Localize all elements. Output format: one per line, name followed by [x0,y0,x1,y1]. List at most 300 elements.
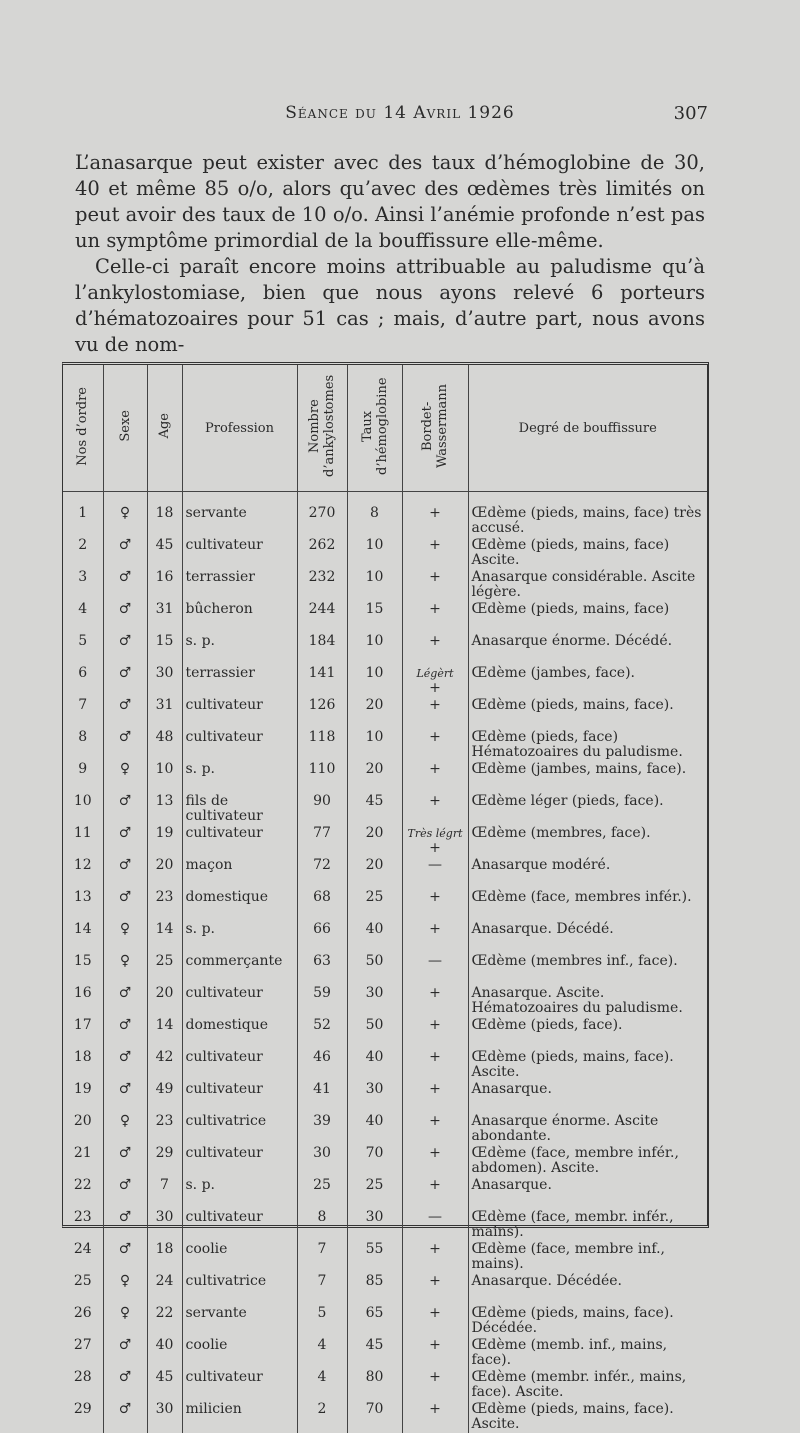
profession: cultivateur [182,1049,297,1081]
ankylostome-count: 2 [297,1401,347,1433]
profession: milicien [182,1401,297,1433]
sex-symbol: ♂ [103,1369,147,1401]
bordet-wassermann [402,1273,468,1305]
bw-value: + [429,537,441,553]
bw-value: — [428,857,442,873]
page-number: 307 [673,103,708,124]
row-number: 5 [63,633,103,665]
row-number: 12 [63,857,103,889]
row-number: 16 [63,985,103,1017]
table-header-row [63,365,707,492]
bordet-wassermann [402,761,468,793]
bordet-wassermann [402,1209,468,1241]
row-number: 24 [63,1241,103,1273]
hemoglobin-rate: 50 [347,953,402,985]
degree-of-swelling: Œdème (membres inf., face). [471,953,678,969]
profession: s. p. [182,761,297,793]
sex-symbol: ♂ [103,729,147,761]
sex-symbol: ♀ [103,953,147,985]
ankylostome-count: 25 [297,1177,347,1209]
table-row [63,857,707,889]
bw-value: + [429,889,441,905]
profession: cultivatrice [182,1113,297,1145]
ankylostome-count: 39 [297,1113,347,1145]
age: 14 [147,921,182,953]
profession: cultivateur [182,1081,297,1113]
row-number: 13 [63,889,103,921]
age: 25 [147,953,182,985]
profession: coolie [182,1241,297,1273]
hemoglobin-rate: 40 [347,921,402,953]
sex-symbol: ♂ [103,825,147,857]
degree-of-swelling: Œdème (pieds, mains, face). [471,697,674,713]
age: 24 [147,1273,182,1305]
table-row [63,537,707,569]
hemoglobin-rate: 80 [347,1369,402,1401]
sex-symbol: ♀ [103,1305,147,1337]
profession: s. p. [182,1177,297,1209]
profession: commerçante [182,953,297,985]
ankylostome-count: 66 [297,921,347,953]
bordet-wassermann [402,665,468,697]
table-row [63,569,707,601]
table-row [63,1337,707,1369]
running-head [0,103,800,133]
table-row [63,601,707,633]
hemoglobin-rate: 10 [347,537,402,569]
ankylostome-count: 72 [297,857,347,889]
hemoglobin-rate: 45 [347,793,402,825]
table-row [63,1177,707,1209]
age: 42 [147,1049,182,1081]
ankylostome-count: 30 [297,1145,347,1177]
col-header-ankylostomes: Nombre d’ankylostomes [297,365,347,492]
hemoglobin-rate: 55 [347,1241,402,1273]
bordet-wassermann [402,601,468,633]
ankylostome-count: 126 [297,697,347,729]
sex-symbol: ♀ [103,761,147,793]
degree-of-swelling: Œdème (pieds, mains, face). Ascite. [471,1401,674,1432]
profession: terrassier [182,665,297,697]
degree-of-swelling: Œdème (pieds, mains, face) [471,601,670,617]
bordet-wassermann [402,921,468,953]
table-row [63,633,707,665]
bw-value: + [429,1017,441,1033]
table-row [63,1081,707,1113]
bordet-wassermann [402,793,468,825]
bordet-wassermann [402,729,468,761]
age: 19 [147,825,182,857]
degree-of-swelling: Œdème (face, membre infér., abdomen). Ascite. [471,1145,679,1176]
table-row [63,793,707,825]
table-row [63,1049,707,1081]
ankylostome-count: 68 [297,889,347,921]
col-header-sex: Sexe [103,365,147,492]
age: 48 [147,729,182,761]
degree-of-swelling: Œdème (pieds, mains, face) Ascite. [471,537,670,568]
age: 45 [147,537,182,569]
ankylostome-count: 244 [297,601,347,633]
ankylostome-count: 270 [297,492,347,538]
bw-value: + [429,505,441,521]
age: 18 [147,1241,182,1273]
profession: cultivateur [182,1145,297,1177]
table-row [63,825,707,857]
sex-symbol: ♂ [103,569,147,601]
age: 30 [147,665,182,697]
age: 14 [147,1017,182,1049]
degree-of-swelling: Œdème (face, membr. infér., mains). [471,1209,674,1240]
bw-value: + [429,1113,441,1129]
row-number: 3 [63,569,103,601]
table-row [63,1017,707,1049]
bw-value: + [429,1273,441,1289]
ankylostome-count: 52 [297,1017,347,1049]
sex-symbol: ♂ [103,857,147,889]
table-row [63,665,707,697]
sex-symbol: ♂ [103,889,147,921]
row-number: 10 [63,793,103,825]
sex-symbol: ♂ [103,1241,147,1273]
degree-of-swelling: Œdème (membres, face). [471,825,651,841]
age: 31 [147,601,182,633]
age: 29 [147,1145,182,1177]
row-number: 20 [63,1113,103,1145]
degree-of-swelling: Anasarque. [471,1177,552,1193]
bordet-wassermann [402,1401,468,1433]
data-table [62,362,709,1432]
bw-value: + [429,1369,441,1385]
hemoglobin-rate: 25 [347,889,402,921]
row-number: 28 [63,1369,103,1401]
table-row [63,729,707,761]
bordet-wassermann [402,985,468,1017]
bw-value: + [429,1401,441,1417]
bw-value: + [429,985,441,1001]
profession: cultivateur [182,825,297,857]
profession: cultivateur [182,537,297,569]
bw-value: + [429,569,441,585]
hemoglobin-rate: 65 [347,1305,402,1337]
age: 20 [147,985,182,1017]
profession: servante [182,1305,297,1337]
degree-of-swelling: Œdème (pieds, face). [471,1017,623,1033]
degree-of-swelling: Anasarque. Décédée. [471,1273,622,1289]
bordet-wassermann [402,1081,468,1113]
running-title: Séance du 14 Avril 1926 [285,103,515,123]
bw-value: + [429,840,441,856]
bw-value: + [429,1049,441,1065]
col-header-profession: Profession [182,365,297,492]
bw-value: + [429,761,441,777]
bw-value: + [429,697,441,713]
ankylostome-count: 41 [297,1081,347,1113]
ankylostome-count: 77 [297,825,347,857]
table-row [63,492,707,538]
degree-of-swelling: Œdème (pieds, face) Hématozoaires du paludisme. [471,729,683,760]
profession: s. p. [182,633,297,665]
hemoglobin-rate: 15 [347,601,402,633]
ankylostome-count: 4 [297,1369,347,1401]
row-number: 19 [63,1081,103,1113]
table-row [63,1209,707,1241]
sex-symbol: ♂ [103,985,147,1017]
age: 22 [147,1305,182,1337]
row-number: 29 [63,1401,103,1433]
col-header-age: Age [147,365,182,492]
bordet-wassermann [402,889,468,921]
ankylostome-count: 8 [297,1209,347,1241]
sex-symbol: ♂ [103,537,147,569]
bordet-wassermann [402,857,468,889]
body-text [75,150,705,358]
row-number: 22 [63,1177,103,1209]
row-number: 9 [63,761,103,793]
col-header-num: Nos d’ordre [63,365,103,492]
degree-of-swelling: Œdème (jambes, mains, face). [471,761,687,777]
sex-symbol: ♀ [103,921,147,953]
bw-value: + [429,921,441,937]
row-number: 15 [63,953,103,985]
bw-value: + [429,1337,441,1353]
hemoglobin-rate: 70 [347,1401,402,1433]
hemoglobin-rate: 50 [347,1017,402,1049]
sex-symbol: ♂ [103,1049,147,1081]
bw-value: + [429,793,441,809]
ankylostome-count: 232 [297,569,347,601]
bw-value: — [428,953,442,969]
ankylostome-count: 90 [297,793,347,825]
hemoglobin-rate: 45 [347,1337,402,1369]
age: 15 [147,633,182,665]
age: 20 [147,857,182,889]
degree-of-swelling: Œdème léger (pieds, face). [471,793,664,809]
bordet-wassermann [402,569,468,601]
ankylostome-count: 46 [297,1049,347,1081]
table-row [63,1369,707,1401]
bw-value: + [429,1241,441,1257]
age: 7 [147,1177,182,1209]
sex-symbol: ♂ [103,1017,147,1049]
table-row [63,1401,707,1433]
hemoglobin-rate: 8 [347,492,402,538]
ankylostome-count: 63 [297,953,347,985]
ankylostome-count: 5 [297,1305,347,1337]
sex-symbol: ♂ [103,665,147,697]
degree-of-swelling: Œdème (membr. infér., mains, face). Ascite. [471,1369,687,1400]
table-row [63,921,707,953]
col-header-bordet-wassermann: Bordet-Wassermann [402,365,468,492]
bordet-wassermann [402,1113,468,1145]
bordet-wassermann [402,825,468,857]
profession: maçon [182,857,297,889]
degree-of-swelling: Œdème (face, membres infér.). [471,889,692,905]
hemoglobin-rate: 85 [347,1273,402,1305]
bw-value: + [429,729,441,745]
bw-note: Très légrt [407,827,463,840]
profession: terrassier [182,569,297,601]
degree-of-swelling: Anasarque. Décédé. [471,921,614,937]
sex-symbol: ♂ [103,1401,147,1433]
profession: servante [182,492,297,538]
paragraph: L’anasarque peut exister avec des taux d’hémoglobine de 30, 40 et même 85 o/o, alors qu’avec des œdèmes très limités on peut avoir des taux de 10 o/o. Ainsi l’anémie profonde n’est pas un symptôme primordial de la bouffissure elle-même. [75,151,705,252]
sex-symbol: ♂ [103,793,147,825]
sex-symbol: ♀ [103,492,147,538]
profession: domestique [182,889,297,921]
age: 16 [147,569,182,601]
table-row [63,1241,707,1273]
degree-of-swelling: Œdème (pieds, mains, face) très accusé. [471,505,702,536]
bw-value: — [428,1209,442,1225]
degree-of-swelling: Œdème (pieds, mains, face). Décédée. [471,1305,674,1336]
degree-of-swelling: Anasarque. [471,1081,552,1097]
table-row [63,1113,707,1145]
bordet-wassermann [402,953,468,985]
degree-of-swelling: Anasarque énorme. Ascite abondante. [471,1113,659,1144]
profession: domestique [182,1017,297,1049]
hemoglobin-rate: 30 [347,985,402,1017]
col-header-degree: Degré de bouffissure [468,365,707,492]
profession: cultivateur [182,1369,297,1401]
profession: cultivateur [182,729,297,761]
bordet-wassermann [402,1241,468,1273]
row-number: 21 [63,1145,103,1177]
sex-symbol: ♂ [103,1337,147,1369]
degree-of-swelling: Œdème (jambes, face). [471,665,636,681]
hemoglobin-rate: 10 [347,665,402,697]
bw-value: + [429,1177,441,1193]
col-header-hemoglobine: Taux d’hémoglobine [347,365,402,492]
sex-symbol: ♂ [103,1081,147,1113]
ankylostome-count: 59 [297,985,347,1017]
ankylostome-count: 7 [297,1273,347,1305]
ankylostome-count: 110 [297,761,347,793]
sex-symbol: ♂ [103,1177,147,1209]
bordet-wassermann [402,697,468,729]
age: 18 [147,492,182,538]
ankylostome-count: 7 [297,1241,347,1273]
profession: s. p. [182,921,297,953]
row-number: 8 [63,729,103,761]
age: 49 [147,1081,182,1113]
age: 10 [147,761,182,793]
row-number: 17 [63,1017,103,1049]
hemoglobin-rate: 40 [347,1049,402,1081]
hemoglobin-rate: 10 [347,569,402,601]
degree-of-swelling: Anasarque considérable. Ascite légère. [471,569,696,600]
sex-symbol: ♂ [103,601,147,633]
age: 45 [147,1369,182,1401]
bordet-wassermann [402,1049,468,1081]
row-number: 1 [63,492,103,538]
bordet-wassermann [402,1017,468,1049]
degree-of-swelling: Œdème (face, membre inf., mains). [471,1241,665,1272]
hemoglobin-rate: 25 [347,1177,402,1209]
ankylostome-count: 141 [297,665,347,697]
bw-value: + [429,1145,441,1161]
hemoglobin-rate: 30 [347,1081,402,1113]
table-row [63,1145,707,1177]
table-row [63,889,707,921]
degree-of-swelling: Œdème (memb. inf., mains, face). [471,1337,668,1368]
age: 30 [147,1209,182,1241]
hemoglobin-rate: 10 [347,633,402,665]
table-row [63,1273,707,1305]
profession: cultivateur [182,697,297,729]
profession: coolie [182,1337,297,1369]
bordet-wassermann [402,1337,468,1369]
ankylostome-count: 262 [297,537,347,569]
ankylostome-count: 4 [297,1337,347,1369]
table-row [63,1305,707,1337]
age: 40 [147,1337,182,1369]
age: 13 [147,793,182,825]
table-row [63,761,707,793]
bw-value: + [429,1305,441,1321]
hemoglobin-rate: 30 [347,1209,402,1241]
row-number: 6 [63,665,103,697]
row-number: 26 [63,1305,103,1337]
row-number: 4 [63,601,103,633]
row-number: 23 [63,1209,103,1241]
degree-of-swelling: Anasarque. Ascite. Hématozoaires du paludisme. [471,985,683,1016]
bordet-wassermann [402,1145,468,1177]
row-number: 14 [63,921,103,953]
sex-symbol: ♂ [103,697,147,729]
bordet-wassermann [402,1305,468,1337]
ankylostome-count: 184 [297,633,347,665]
row-number: 7 [63,697,103,729]
sex-symbol: ♂ [103,1145,147,1177]
hemoglobin-rate: 20 [347,761,402,793]
bw-note: Légèrt [416,667,454,680]
table-row [63,985,707,1017]
degree-of-swelling: Œdème (pieds, mains, face). Ascite. [471,1049,674,1080]
hemoglobin-rate: 20 [347,825,402,857]
bordet-wassermann [402,492,468,538]
sex-symbol: ♀ [103,1273,147,1305]
bw-value: + [429,680,441,696]
hemoglobin-rate: 40 [347,1113,402,1145]
bordet-wassermann [402,1177,468,1209]
profession: cultivateur [182,1209,297,1241]
row-number: 27 [63,1337,103,1369]
row-number: 11 [63,825,103,857]
degree-of-swelling: Anasarque énorme. Décédé. [471,633,673,649]
degree-of-swelling: Anasarque modéré. [471,857,611,873]
table-row [63,697,707,729]
bordet-wassermann [402,537,468,569]
age: 23 [147,1113,182,1145]
bordet-wassermann [402,633,468,665]
row-number: 18 [63,1049,103,1081]
row-number: 2 [63,537,103,569]
profession: cultivateur [182,985,297,1017]
profession: fils de cultivateur [182,793,297,825]
sex-symbol: ♂ [103,633,147,665]
row-number: 25 [63,1273,103,1305]
age: 23 [147,889,182,921]
bw-value: + [429,601,441,617]
bw-value: + [429,1081,441,1097]
hemoglobin-rate: 70 [347,1145,402,1177]
hemoglobin-rate: 20 [347,857,402,889]
table-row [63,953,707,985]
bw-value: + [429,633,441,649]
profession: bûcheron [182,601,297,633]
hemoglobin-rate: 10 [347,729,402,761]
profession: cultivatrice [182,1273,297,1305]
